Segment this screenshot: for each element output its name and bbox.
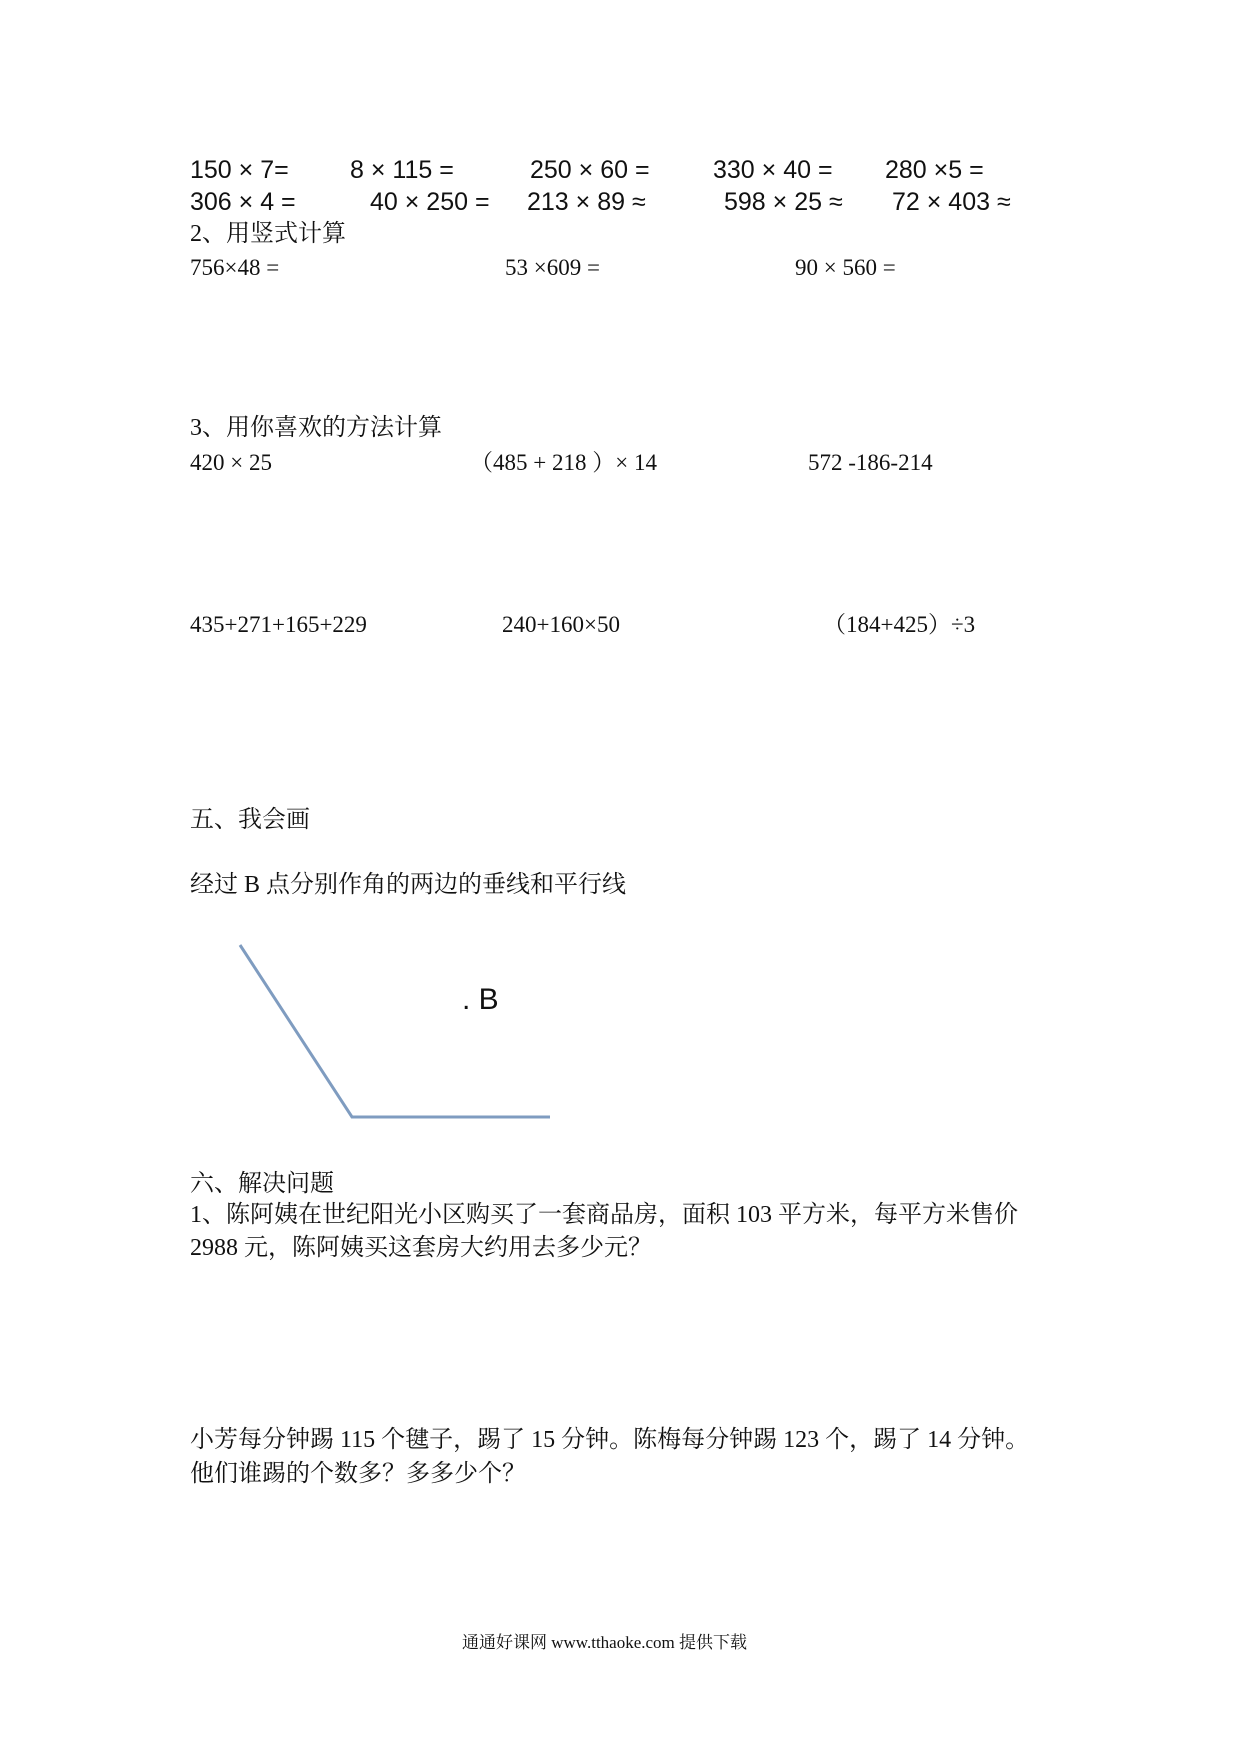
angle-lines	[240, 945, 550, 1117]
section-2-title: 2、用竖式计算	[190, 221, 346, 247]
calc-problem: 435+271+165+229	[190, 612, 367, 637]
section-3-title: 3、用你喜欢的方法计算	[190, 415, 442, 441]
problem-2-line-1: 小芳每分钟踢 115 个毽子，踢了 15 分钟。陈梅每分钟踢 123 个，踢了 14 分钟。	[190, 1427, 1030, 1453]
problem-1-line-1: 1、陈阿姨在世纪阳光小区购买了一套商品房，面积 103 平方米，每平方米售价	[190, 1202, 1018, 1228]
footer-credit: 通通好课网 www.tthaoke.com 提供下载	[462, 1633, 748, 1652]
section-5-title: 五、我会画	[190, 807, 310, 833]
calc-problem: （485 + 218 ）× 14	[470, 450, 657, 475]
problem-1-line-2: 2988 元，陈阿姨买这套房大约用去多少元？	[190, 1235, 652, 1261]
oral-calc-item: 330 × 40 =	[713, 156, 833, 184]
oral-calc-item: 250 × 60 =	[530, 156, 650, 184]
oral-calc-item: 8 × 115 =	[350, 156, 454, 184]
calc-problem: 572 -186-214	[808, 450, 933, 475]
calc-problem: 420 × 25	[190, 450, 272, 475]
oral-calc-item: 150 × 7=	[190, 156, 289, 184]
vertical-calc-item: 756×48 =	[190, 255, 280, 280]
oral-calc-item: 72 × 403 ≈	[892, 188, 1011, 216]
drawing-instruction: 经过 B 点分别作角的两边的垂线和平行线	[190, 872, 627, 898]
oral-calc-item: 213 × 89 ≈	[527, 188, 646, 216]
section-6-title: 六、解决问题	[190, 1171, 334, 1197]
oral-calc-item: 40 × 250 =	[370, 188, 490, 216]
problem-2-line-2: 他们谁踢的个数多？多多少个？	[190, 1461, 526, 1487]
calc-problem: （184+425）÷3	[823, 612, 976, 637]
vertical-calc-item: 90 × 560 =	[795, 255, 896, 280]
oral-calc-item: 306 × 4 =	[190, 188, 296, 216]
oral-calc-item: 280 ×5 =	[885, 156, 984, 184]
vertical-calc-item: 53 ×609 =	[505, 255, 600, 280]
calc-problem: 240+160×50	[502, 612, 620, 637]
oral-calc-item: 598 × 25 ≈	[724, 188, 843, 216]
point-b-label: . B	[462, 983, 499, 1016]
